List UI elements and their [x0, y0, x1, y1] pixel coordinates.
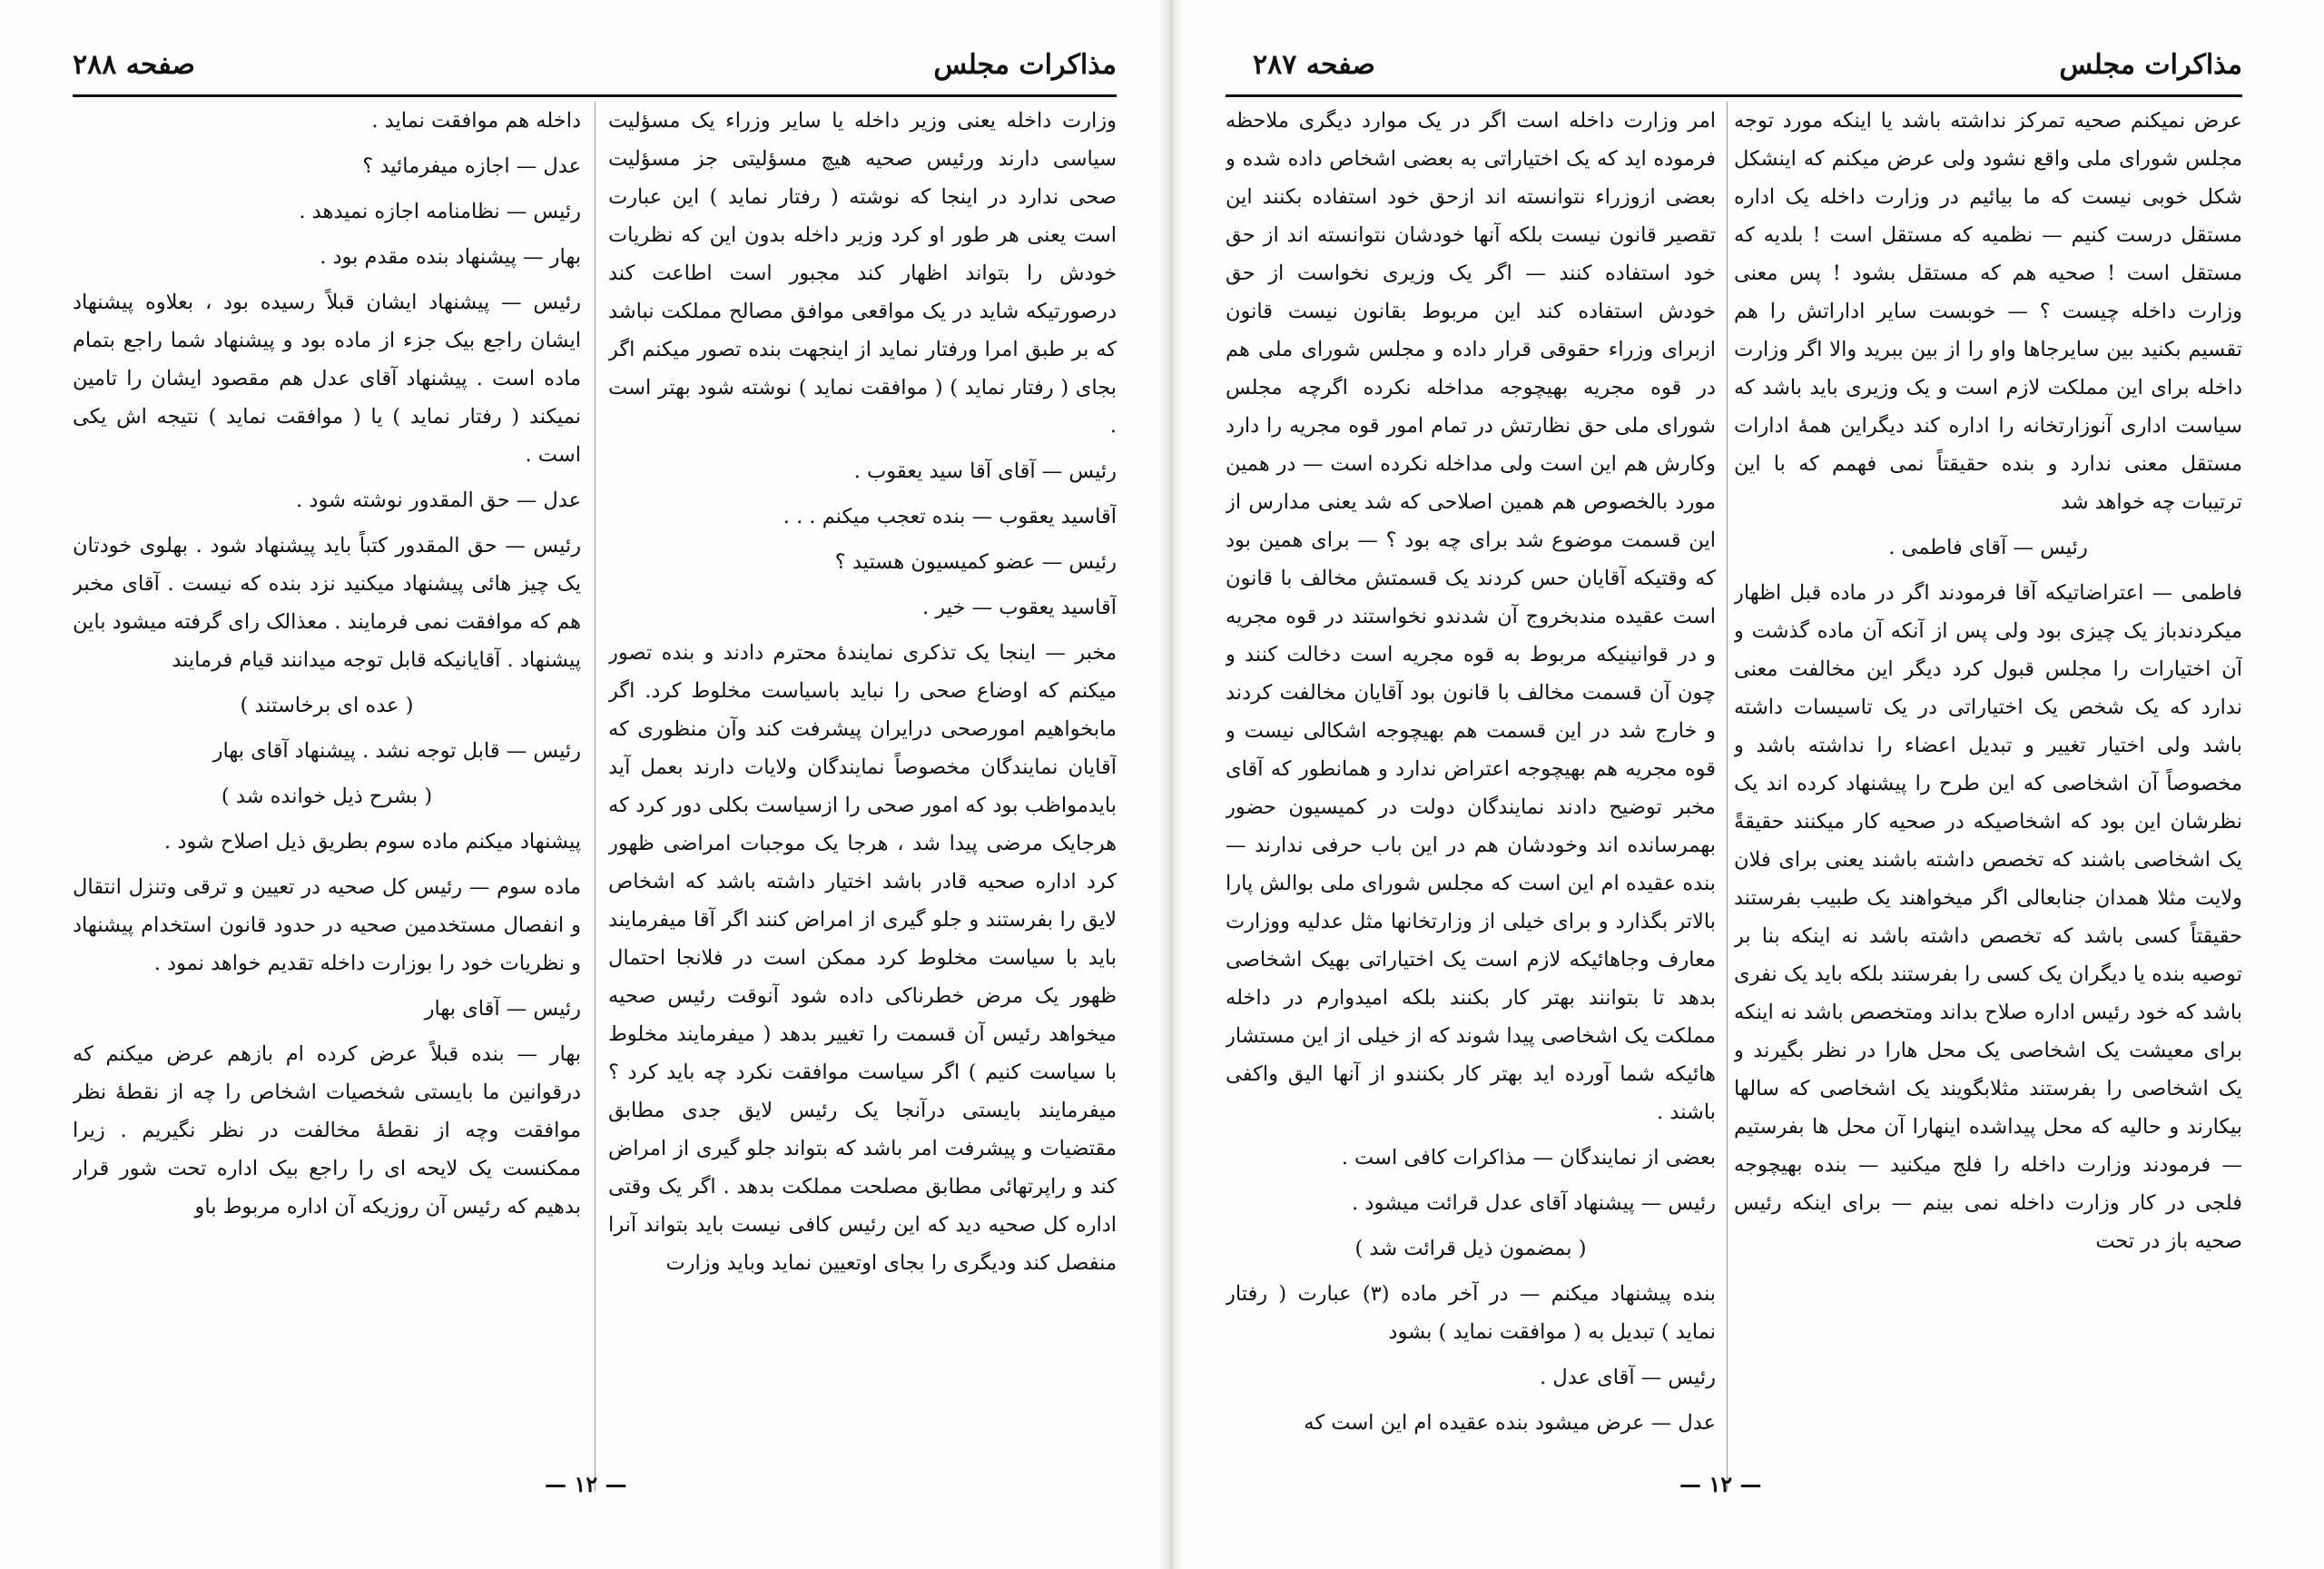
- paragraph: رئیس — پیشنهاد ایشان قبلاً رسیده بود ، بعلاوه پیشنهاد ایشان راجع بیک جزء از ماده بود و پیشنهاد شما راجع بتمام ماده است . پیشنهاد آقای عدل هم مقصود ایشان را تامین نمیکند ( رفتار نماید ) یا ( موافقت نماید ) نتیجه اش یکی است .: [73, 291, 581, 467]
- paragraph: رئیس — آقای آقا سید یعقوب .: [853, 459, 1117, 483]
- paragraph: امر وزارت داخله است اگر در یک موارد دیگری ملاحظه فرموده اید که یک اختیاراتی به بعضی اشخاص داده شده و بعضی ازوزراء نتوانسته اند ازحق خود استفاده بکنند این تقصیر قانون نیست بلکه آنها خودشان نتوانسته اند از حق خود استفاده کنند — اگر یک وزیری نخواست از حق خودش استفاده کند این مربوط بقانون نیست قانون ازبرای وزراء حقوقی قرار داده و مجلس شورای ملی هم در قوه مجریه بهیچوجه مداخله نکرده اگرچه مجلس شورای ملی حق نظارتش در تمام امور قوه مجریه را دارد وکارش هم این است ولی مداخله نکرده است — در همین مورد بالخصوص هم همین اصلاحی که شد یعنی مدارس از این قسمت موضوع شد برای چه بود ؟ — برای همین بود که وقتیکه آقایان حس کردند یک قسمتش مخالف با قانون است عقیده مندبخروج آن شدندو نخواستند در قوه مجریه و در قوانینیکه مربوط به قوه مجریه است دخالت کنند و چون آن قسمت مخالف با قانون بود آقایان مخالفت کردند و خارج شد در این قسمت هم بهیچوجه اشکالی نیست و قوه مجریه هم بهیچوجه اعتراض ندارد و همانطور که آقای مخبر توضیح دادند نمایندگان دولت در کمیسیون حضور بهمرسانده اند وخودشان هم در این باب حرفی ندارند — بنده عقیده ام این است که مجلس شورای ملی بوالش پارا بالاتر بگذارد و برای خیلی از وزارتخانها مثل عدلیه ووزارت معارف وجاهائیکه لازم است یک اختیاراتی بهیک اشخاصی بدهد تا بتوانند بهتر کار بکنند بلکه امیدوارم در داخله مملکت یک اشخاصی پیدا شوند که از خیلی از این مستشار هائیکه شما آورده اید بهتر کار بکنندو از آنها الیق واکفی باشند .: [1226, 109, 1716, 1124]
- paragraph: ( عده ای برخاستند ): [240, 694, 414, 717]
- paragraph: بهار — پیشنهاد بنده مقدم بود .: [320, 245, 581, 269]
- page-number: صفحه ۲۸۸: [73, 49, 195, 81]
- text-columns: [73, 102, 1117, 1491]
- paragraph: رئیس — حق المقدور کتباً باید پیشنهاد شود . بهلوی خودتان یک چیز هائی پیشنهاد میکنید نزد بنده که نیست . آقای مخبر هم که موافقت نمی فرمایند . معذالک رای گرفته میشود باین پیشنهاد . آقایانیکه قابل توجه میدانند قیام فرمایند: [73, 534, 581, 672]
- paragraph: رئیس — آقای بهار: [424, 997, 581, 1021]
- paragraph: داخله هم موافقت نماید .: [371, 109, 581, 133]
- paragraph: ماده سوم — رئیس کل صحیه در تعیین و ترقی وتنزل انتقال و انفصال مستخدمین صحیه در حدود قانون استخدام پیشنهاد و نظریات خود را بوزارت داخله تقدیم خواهد نمود .: [73, 875, 581, 975]
- header-rule: [73, 94, 1117, 97]
- paragraph: عدل — اجازه میفرمائید ؟: [362, 154, 581, 178]
- page-footer: — ۱۲ —: [545, 1471, 627, 1497]
- page-header: [73, 44, 1117, 98]
- page-287: [1171, 0, 2324, 1569]
- paragraph: رئیس — آقای عدل .: [1540, 1366, 1716, 1389]
- text-columns: [1226, 102, 2242, 1491]
- paragraph: بنده پیشنهاد میکنم — در آخر ماده (۳) عبارت ( رفتار نماید ) تبدیل به ( موافقت نماید ) بشود: [1226, 1282, 1716, 1344]
- header-title: مذاکرات مجلس: [2059, 49, 2242, 81]
- paragraph: بعضی از نمایندگان — مذاکرات کافی است .: [1341, 1146, 1716, 1169]
- column-divider: [595, 102, 596, 1491]
- column-divider: [1727, 102, 1728, 1491]
- left-column: [73, 102, 581, 1491]
- right-column: [1734, 102, 2242, 1491]
- paragraph: فاطمی — اعتراضاتیکه آقا فرمودند اگر در ماده قبل اظهار میکردندباز یک چیزی بود ولی پس از آنکه آن ماده گذشت و آن اختیارات را مجلس قبول کرد دیگر این مخالفت معنی ندارد که یک شخص یک اختیاراتی در یک تاسیسات داشته باشد ولی اختیار تغییر و تبدیل اعضاء را نداشته باشد و مخصوصاً آن اشخاصی که این طرح را پیشنهاد کرده اند یک نظرشان این بود که اشخاصیکه در صحیه کار میکنند حقیقةً یک اشخاصی باشند که تخصص داشته باشند یعنی برای فلان ولایت مثلا همدان جنابعالی اگر میخواهند یک طبیب بفرستند حقیقتاً کسی باشد که تخصص داشته باشد نه اینکه بنا بر توصیه بنده یا دیگران یک کسی را بفرستند بلکه باید یک نفری باشد که خود رئیس اداره صلاح بداند ومتخصص باشد نه اینکه برای معیشت یک اشخاصی یک محل هارا در نظر بگیرند و یک اشخاصی را بفرستند مثلابگویند یک اشخاصی که سالها بیکارند و حالیه که محل پیداشده اینهارا آن محل ها بفرستیم — فرمودند وزارت داخله را فلج میکنید — بنده بهیچوجه فلجی در کار وزارت داخله نمی بینم — برای اینکه رئیس صحیه باز در تحت: [1734, 581, 2242, 1253]
- page-footer: — ۱۲ —: [1679, 1471, 1762, 1497]
- left-column: [1226, 102, 1716, 1491]
- paragraph: رئیس — قابل توجه نشد . پیشنهاد آقای بهار: [212, 739, 581, 763]
- paragraph: رئیس — نظامنامه اجازه نمیدهد .: [299, 200, 581, 223]
- paragraph: مخبر — اینجا یک تذکری نمایندهٔ محترم دادند و بنده تصور میکنم که اوضاع صحی را نباید باسیاست مخلوط کرد. اگر مابخواهیم امورصحی درایران پیشرفت کند وآن منظوری که آقایان نمایندگان مخصوصاً نمایندگان ولایات دارند بعمل آید بایدمواظب بود که امور صحی را ازسیاست بکلی دور کرد که هرجایک مرضی پیدا شد ، هرجا یک موجبات امراضی ظهور کرد اداره صحیه قادر باشد اختیار داشته باشد که اشخاص لایق را بفرستند و جلو گیری از امراض کنند اگر آقا میفرمایند باید با سیاست مخلوط کرد ممکن است در فلانجا احتمال ظهور یک مرض خطرناکی داده شود آنوقت رئیس صحیه میخواهد رئیس آن قسمت را تغییر بدهد ( میفرمایند مخلوط با سیاست کنیم ) اگر سیاست موافقت نکرد چه باید کرد ؟ میفرمایند بایستی درآنجا یک رئیس لایق جدی مطابق مقتضیات و پیشرفت امر باشد که بتواند جلو گیری از امراض کند و راپرتهائی مطابق مصلحت مملکت بدهد . اگر یک وقتی اداره کل صحیه دید که این رئیس کافی نیست باید بتواند آنرا منفصل کند ودیگری را بجای اوتعیین نماید وباید وزارت: [608, 641, 1117, 1275]
- paragraph: رئیس — آقای فاطمی .: [1888, 536, 2088, 559]
- paragraph: رئیس — پیشنهاد آقای عدل قرائت میشود .: [1352, 1191, 1716, 1215]
- paragraph: پیشنهاد میکنم ماده سوم بطریق ذیل اصلاح شود .: [164, 830, 581, 854]
- paragraph: عدل — عرض میشود بنده عقیده ام این است که: [1304, 1411, 1716, 1435]
- paragraph: آقاسید یعقوب — بنده تعجب میکنم . . .: [783, 505, 1117, 528]
- paragraph: ( بمضمون ذیل قرائت شد ): [1354, 1237, 1587, 1260]
- paragraph: رئیس — عضو کمیسیون هستید ؟: [834, 550, 1117, 574]
- paragraph: ( بشرح ذیل خوانده شد ): [221, 784, 433, 808]
- paragraph: بهار — بنده قبلاً عرض کرده ام بازهم عرض میکنم که درقوانین ما بایستی شخصیات اشخاص را چه از نقطهٔ نظر موافقت وچه از نقطهٔ مخالفت در نظر نگیریم . زیرا ممکنست یک لایحه ای را راجع بیک اداره تحت شور قرار بدهیم که رئیس آن روزیکه آن اداره مربوط باو: [73, 1042, 581, 1219]
- page-header: [1226, 44, 2242, 98]
- paragraph: آقاسید یعقوب — خیر .: [922, 596, 1117, 619]
- header-title: مذاکرات مجلس: [933, 49, 1117, 81]
- header-rule: [1226, 94, 2242, 97]
- right-column: [608, 102, 1117, 1491]
- paragraph: وزارت داخله یعنی وزیر داخله یا سایر وزراء یک مسؤلیت سیاسی دارند ورئیس صحیه هیچ مسؤلیتی جز مسؤلیت صحی ندارد در اینجا که نوشته ( رفتار نماید ) این عبارت است یعنی هر طور او کرد وزیر داخله بدون این که نظریات خودش را بتواند اظهار کند مجبور است اطاعت کند درصورتیکه شاید در یک مواقعی موافق مصالح مملکت نباشد که بر طبق امرا ورفتار نماید از اینجهت بنده تصور میکنم اگر بجای ( رفتار نماید ) ( موافقت نماید ) نوشته شود بهتر است .: [608, 109, 1117, 438]
- paragraph: عدل — حق المقدور نوشته شود .: [296, 488, 581, 512]
- paragraph: عرض نمیکنم صحیه تمرکز نداشته باشد یا اینکه مورد توجه مجلس شورای ملی واقع نشود ولی عرض میکنم که اینشکل شکل خوبی نیست که ما بیائیم در وزارت داخله یک اداره مستقل درست کنیم — نظمیه که مستقل است ! بلدیه که مستقل است ! صحیه هم که مستقل بشود ! پس معنی وزارت داخله چیست ؟ — خوبست سایر اداراتش را هم تقسیم بکنید بین سایرجاها واو را از بین ببرید والا اگر وزارت داخله برای این مملکت لازم است و یک وزیری باید باشد که سیاست اداری آنوزارتخانه را اداره کند دیگراین همهٔ ادارات مستقل معنی ندارد و بنده حقیقتاً نمی فهمم که با این ترتیبات چه خواهد شد: [1734, 109, 2242, 514]
- page-number: صفحه ۲۸۷: [1253, 49, 1375, 81]
- book-gutter: [1158, 0, 1184, 1569]
